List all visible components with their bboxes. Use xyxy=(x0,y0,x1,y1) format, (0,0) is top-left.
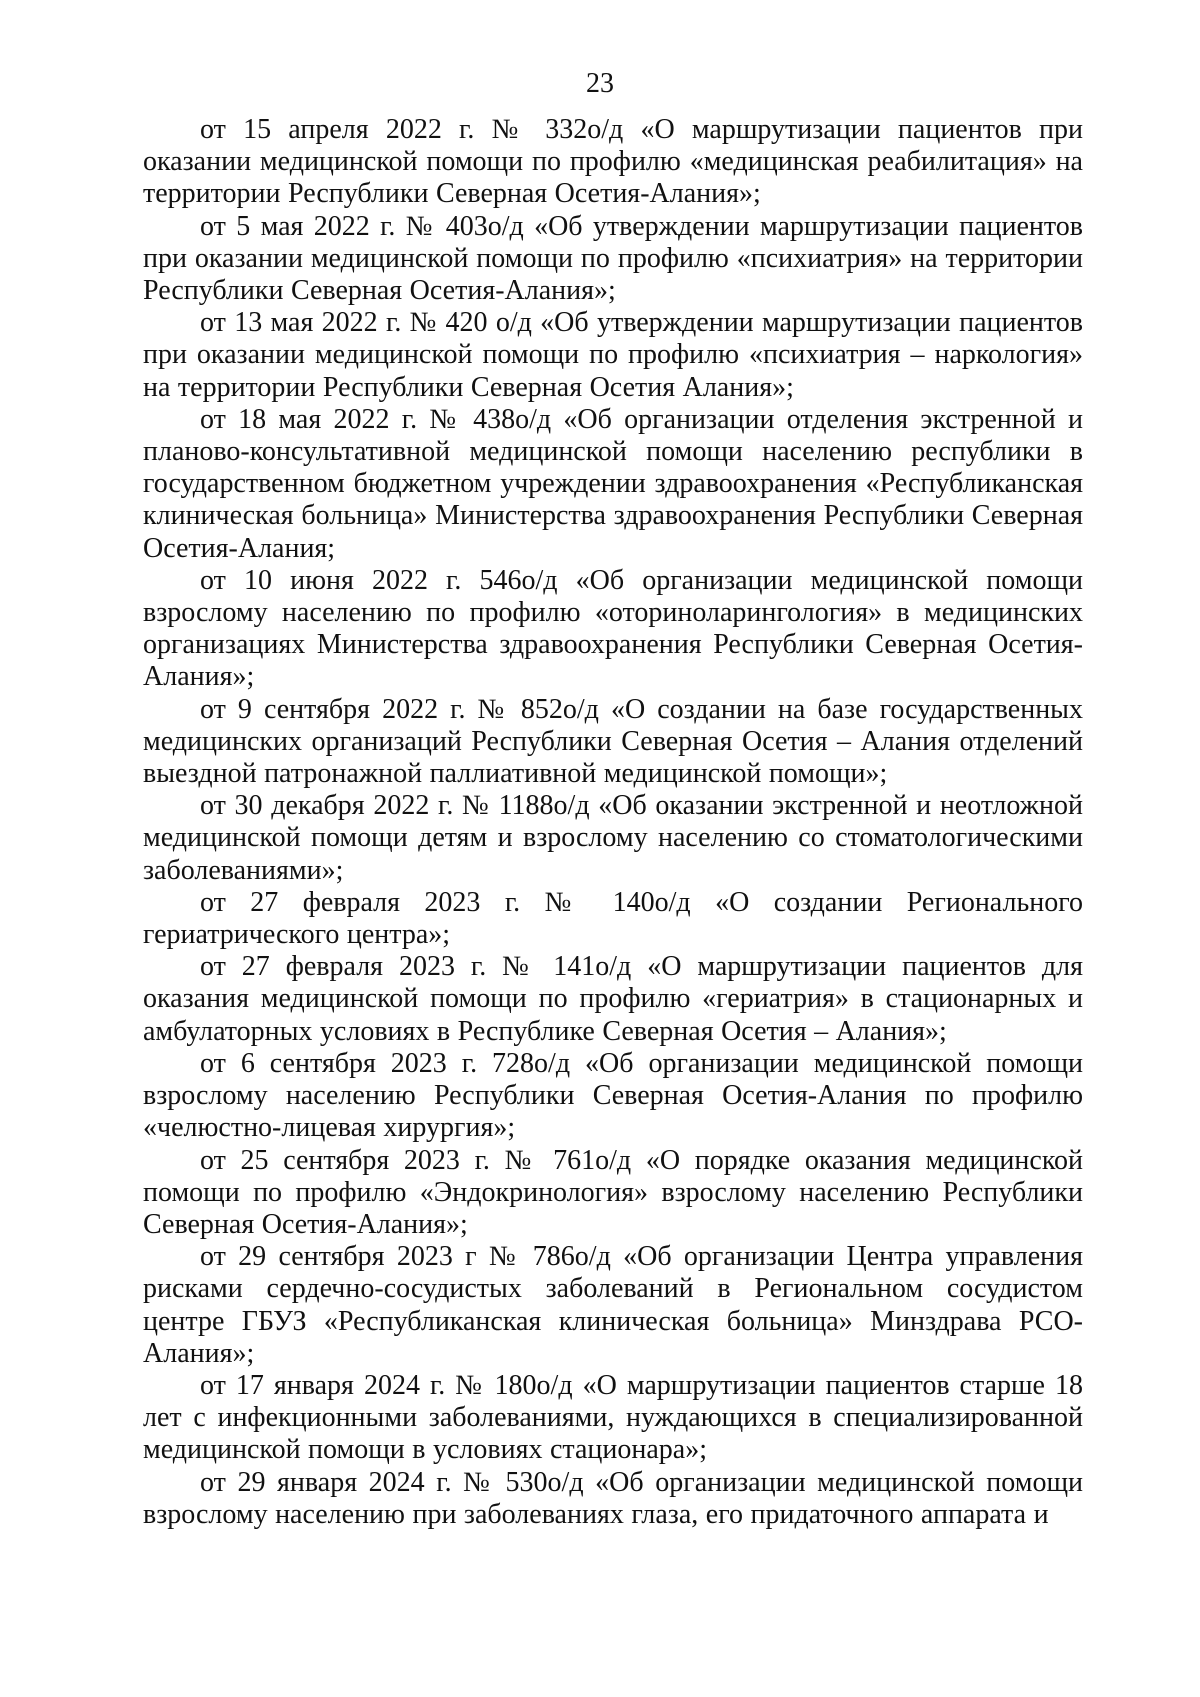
order-paragraph: от 29 сентября 2023 г № 786о/д «Об организации Центра управления рисками сердечно-сосудистых заболеваний в Региональном сосудистом центре ГБУЗ «Республиканская клиническая больница» Минздрава РСО-Алания»; xyxy=(143,1241,1083,1369)
order-paragraph: от 9 сентября 2022 г. № 852о/д «О создании на базе государственных медицинских организаций Республики Северная Осетия – Алания отделений выездной патронажной паллиативной медицинской помощи»; xyxy=(143,693,1083,790)
order-paragraph: от 10 июня 2022 г. 546о/д «Об организации медицинской помощи взрослому населению по профилю «оториноларингология» в медицинских организациях Министерства здравоохранения Республики Северная Осетия-Алания»; xyxy=(143,564,1083,693)
order-paragraph: от 18 мая 2022 г. № 438о/д «Об организации отделения экстренной и планово-консультативной медицинской помощи населению республики в государственном бюджетном учреждении здравоохранения «Республиканская клиническая больница» Министерства здравоохранения Республики Северная Осетия-Алания; xyxy=(143,403,1083,564)
order-paragraph: от 27 февраля 2023 г. № 140о/д «О создании Регионального гериатрического центра»; xyxy=(143,886,1083,951)
order-paragraph: от 5 мая 2022 г. № 403о/д «Об утверждении маршрутизации пациентов при оказании медицинской помощи по профилю «психиатрия» на территории Республики Северная Осетия-Алания»; xyxy=(143,210,1083,307)
order-paragraph: от 13 мая 2022 г. № 420 о/д «Об утверждении маршрутизации пациентов при оказании медицинской помощи по профилю «психиатрия – наркология» на территории Республики Северная Осетия Алания»; xyxy=(143,307,1083,403)
page-number: 23 xyxy=(586,68,614,99)
document-body xyxy=(143,114,1083,1531)
order-paragraph: от 27 февраля 2023 г. № 141о/д «О маршрутизации пациентов для оказания медицинской помощи по профилю «гериатрия» в стационарных и амбулаторных условиях в Республике Северная Осетия – Алания»; xyxy=(143,951,1083,1047)
order-paragraph: от 6 сентября 2023 г. 728о/д «Об организации медицинской помощи взрослому населению Республики Северная Осетия-Алания по профилю «челюстно-лицевая хирургия»; xyxy=(143,1047,1083,1144)
order-paragraph: от 15 апреля 2022 г. № 332о/д «О маршрутизации пациентов при оказании медицинской помощи по профилю «медицинская реабилитация» на территории Республики Северная Осетия-Алания»; xyxy=(143,114,1083,210)
order-paragraph: от 29 января 2024 г. № 530о/д «Об организации медицинской помощи взрослому населению при заболеваниях глаза, его придаточного аппарата и xyxy=(143,1466,1083,1530)
order-paragraph: от 25 сентября 2023 г. № 761о/д «О порядке оказания медицинской помощи по профилю «Эндокринология» взрослому населению Республики Северная Осетия-Алания»; xyxy=(143,1144,1083,1240)
order-paragraph: от 17 января 2024 г. № 180о/д «О маршрутизации пациентов старше 18 лет с инфекционными заболеваниями, нуждающихся в специализированной медицинской помощи в условиях стационара»; xyxy=(143,1369,1083,1466)
order-paragraph: от 30 декабря 2022 г. № 1188о/д «Об оказании экстренной и неотложной медицинской помощи детям и взрослому населению со стоматологическими заболеваниями»; xyxy=(143,790,1083,886)
